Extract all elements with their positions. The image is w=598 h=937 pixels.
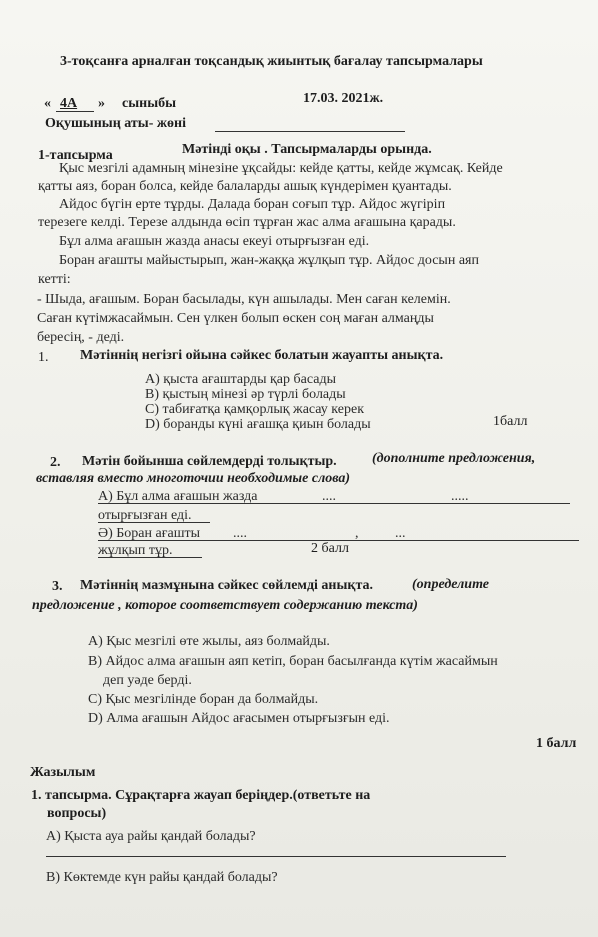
q3-option-b-cont: деп уәде берді. <box>103 673 192 688</box>
q2-a-dots-2: ..... <box>451 489 469 504</box>
q1-option-a[interactable]: А) қыста ағаштарды қар басады <box>145 372 336 387</box>
writing-answer-line[interactable] <box>46 856 506 857</box>
text-line: қатты аяз, боран болса, кейде балаларды ашық күндерімен қуантады. <box>38 179 452 194</box>
date: 17.03. 2021ж. <box>303 91 384 106</box>
q1-option-b[interactable]: В) қыстың мінезі әр түрлі болады <box>145 387 346 402</box>
text-line: Бұл алма ағашын жазда анасы екеуі отырғызған еді. <box>59 234 370 249</box>
worksheet-title: 3-тоқсанға арналған тоқсандық жиынтық бағалау тапсырмалары <box>60 54 483 69</box>
q2-b-text-end: жұлқып тұр. <box>98 543 173 558</box>
text-line: Саған күтімжасаймын. Сен үлкен болып өскен соң маған алмаңды <box>37 311 434 326</box>
q1-option-c[interactable]: С) табиғатқа қамқорлық жасау керек <box>145 402 364 417</box>
q3-option-c[interactable]: С) Қыс мезгілінде боран да болмайды. <box>88 692 319 707</box>
q1-option-d[interactable]: D) боранды күні ағашқа қиын болады <box>145 417 371 432</box>
text-line: Қыс мезгілі адамның мінезіне ұқсайды: кейде қатты, кейде жұмсақ. Кейде <box>59 161 503 176</box>
q2-a-answer-line[interactable] <box>98 503 570 504</box>
q3-option-d[interactable]: D) Алма ағашын Айдос ағасымен отырғызғын еді. <box>88 711 390 726</box>
q2-b-text: Ә) Боран ағашты <box>98 526 200 541</box>
q2-b-dots-1: .... <box>233 526 247 541</box>
q3-score: 1 балл <box>536 736 577 751</box>
q1-question: Мәтіннің негізгі ойына сәйкес болатын жауапты анықта. <box>80 348 444 363</box>
q2-number: 2. <box>50 455 61 470</box>
q2-b-dots-2: ... <box>395 526 406 541</box>
q3-question-ru-2: предложение , которое соответствует содержанию текста) <box>32 598 418 613</box>
q3-question-ru-1: (определите <box>412 577 490 592</box>
text-line: бересің, - деді. <box>37 330 125 345</box>
class-label: сыныбы <box>122 96 177 111</box>
writing-question-b: В) Көктемде күн райы қандай болады? <box>46 870 278 885</box>
writing-task-cont: вопросы) <box>47 806 107 821</box>
writing-title: Жазылым <box>30 765 96 780</box>
class-close-quote: » <box>98 96 105 111</box>
student-name-field[interactable] <box>215 131 405 132</box>
text-line: - Шыда, ағашым. Боран басылады, күн ашылады. Мен саған келемін. <box>37 292 451 307</box>
q2-question: Мәтін бойынша сөйлемдерді толықтыр. <box>82 454 337 469</box>
text-line: Айдос бүгін ерте тұрды. Далада боран соғып тұр. Айдос жүгіріп <box>59 197 446 212</box>
class-underline <box>56 111 94 112</box>
q1-number: 1. <box>38 350 49 365</box>
writing-task: 1. тапсырма. Сұрақтарға жауап беріңдер.(ответьте на <box>31 788 371 803</box>
writing-question-a: А) Қыста ауа райы қандай болады? <box>46 829 256 844</box>
q2-question-ru-1: (дополните предложения, <box>372 451 536 466</box>
q2-question-ru-2: вставляя вместо многоточии необходимые слова) <box>36 471 351 486</box>
student-name-label: Оқушының аты- жөні <box>45 116 186 131</box>
q2-score: 2 балл <box>311 541 349 556</box>
q2-b-underline <box>98 557 202 558</box>
q3-option-b[interactable]: В) Айдос алма ағашын аяп кетіп, боран басылғанда күтім жасаймын <box>88 654 498 669</box>
q2-a-dots-1: .... <box>322 489 336 504</box>
q2-a-text-end: отырғызған еді. <box>98 508 192 523</box>
text-line: кетті: <box>38 272 71 287</box>
task1-instruction: Мәтінді оқы . Тапсырмаларды орында. <box>182 142 432 157</box>
q2-a-text: А) Бұл алма ағашын жазда <box>98 489 258 504</box>
q1-score: 1балл <box>493 414 528 429</box>
class-open-quote: « <box>44 96 51 111</box>
q3-question: Мәтіннің мазмұнына сәйкес сөйлемді анықта. <box>80 578 374 593</box>
q3-number: 3. <box>52 579 63 594</box>
q3-option-a[interactable]: А) Қыс мезгілі өте жылы, аяз болмайды. <box>88 634 330 649</box>
text-line: терезеге келді. Терезе алдында өсіп тұрған жас алма ағашына қарады. <box>38 215 456 230</box>
class-value: 4А <box>60 96 78 111</box>
q2-a-underline <box>98 522 210 523</box>
text-line: Боран ағашты майыстырып, жан-жаққа жұлқып тұр. Айдос досын аяп <box>59 253 479 268</box>
task1-number: 1-тапсырма <box>38 148 113 163</box>
q2-b-comma: , <box>355 526 359 541</box>
